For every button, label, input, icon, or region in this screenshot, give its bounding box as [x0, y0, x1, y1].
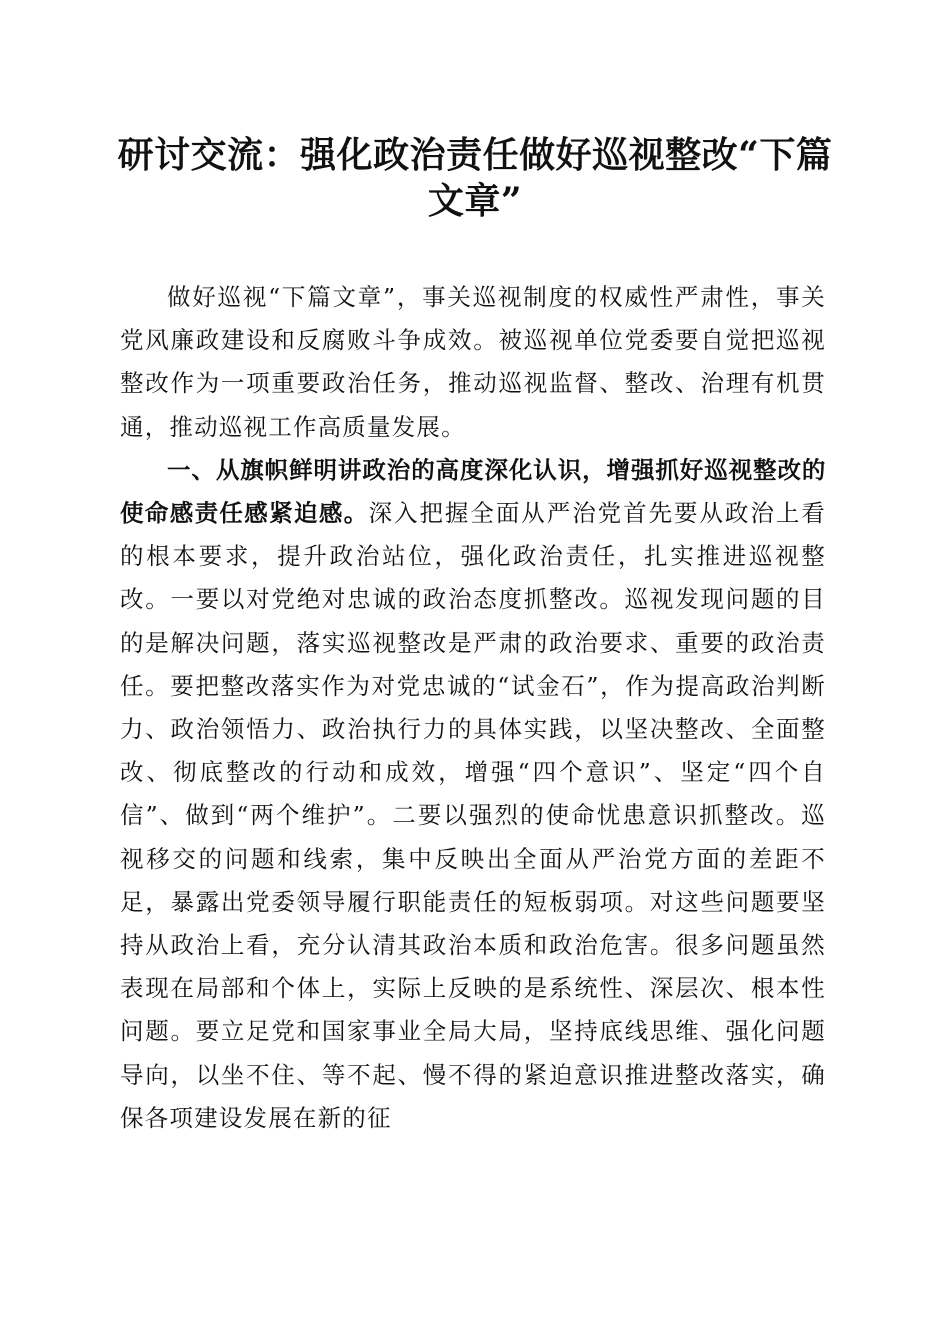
intro-paragraph: 做好巡视“下篇文章”，事关巡视制度的权威性严肃性，事关党风廉政建设和反腐败斗争成效。被巡视单位党委要自觉把巡视整改作为一项重要政治任务，推动巡视监督、整改、治理有机贯通，推动巡视工作高质量发展。	[120, 283, 826, 441]
document-body	[120, 276, 826, 1140]
section-1-paragraph	[120, 449, 826, 1140]
section-1-heading: 一、从旗帜鲜明讲政治的高度深化认识，增强抓好巡视整改的使命感责任感紧迫感。	[120, 455, 826, 528]
document-title: 研讨交流：强化政治责任做好巡视整改“下篇文章”	[117, 134, 833, 222]
section-1-body: 深入把握全面从严治党首先要从政治上看的根本要求，提升政治站位，强化政治责任，扎实推进巡视整改。一要以对党绝对忠诚的政治态度抓整改。巡视发现问题的目的是解决问题，落实巡视整改是严肃的政治要求、重要的政治责任。要把整改落实作为对党忠诚的“试金石”，作为提高政治判断力、政治领悟力、政治执行力的具体实践，以坚决整改、全面整改、彻底整改的行动和成效，增强“四个意识”、坚定“四个自信”、做到“两个维护”。二要以强烈的使命忧患意识抓整改。巡视移交的问题和线索，集中反映出全面从严治党方面的差距不足，暴露出党委领导履行职能责任的短板弱项。对这些问题要坚持从政治上看，充分认清其政治本质和政治危害。很多问题虽然表现在局部和个体上，实际上反映的是系统性、深层次、根本性问题。要立足党和国家事业全局大局，坚持底线思维、强化问题导向，以坐不住、等不起、慢不得的紧迫意识推进整改落实，确保各项建设发展在新的征	[120, 499, 827, 1132]
